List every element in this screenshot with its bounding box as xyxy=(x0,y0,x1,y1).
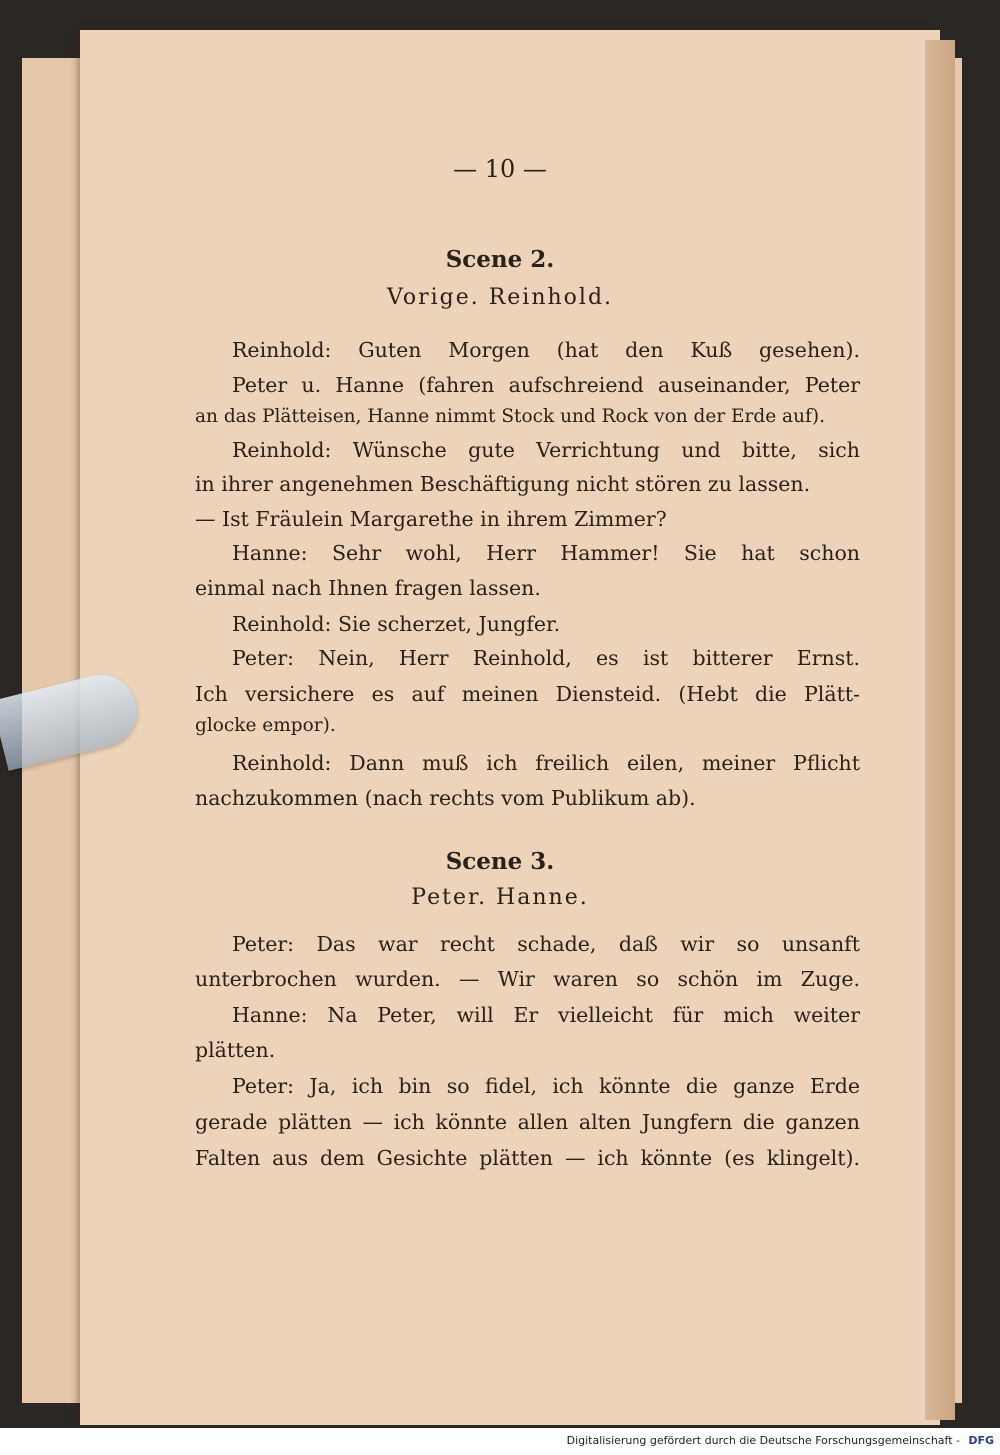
text-line: Reinhold: Guten Morgen (hat den Kuß gesehen). xyxy=(232,338,860,362)
text-line: Falten aus dem Gesichte plätten — ich könnte (es klingelt). xyxy=(195,1146,860,1170)
text-line: — Ist Fräulein Margarethe in ihrem Zimmer? xyxy=(195,507,667,531)
text-line: Ich versichere es auf meinen Diensteid. (Hebt die Plätt- xyxy=(195,682,860,706)
text-line: Hanne: Sehr wohl, Herr Hammer! Sie hat schon xyxy=(232,541,860,565)
scene-3-heading: Scene 3. xyxy=(445,848,555,875)
text-line: Peter u. Hanne (fahren aufschreiend auseinander, Peter xyxy=(232,373,860,397)
text-line: Peter: Nein, Herr Reinhold, es ist bitterer Ernst. xyxy=(232,646,860,670)
text-line: Reinhold: Sie scherzet, Jungfer. xyxy=(232,612,561,636)
text-line: plätten. xyxy=(195,1038,276,1062)
text-line: Peter: Ja, ich bin so fidel, ich könnte die ganze Erde xyxy=(232,1074,860,1098)
text-line: einmal nach Ihnen fragen lassen. xyxy=(195,576,541,600)
dfg-logo: DFG xyxy=(968,1434,994,1447)
text-line: glocke empor). xyxy=(195,715,336,736)
text-line: Peter: Das war recht schade, daß wir so unsanft xyxy=(232,932,860,956)
scene-3-cast: Peter. Hanne. xyxy=(411,885,589,910)
text-line: nachzukommen (nach rechts vom Publikum ab). xyxy=(195,786,696,810)
scene-2-cast: Vorige. Reinhold. xyxy=(386,285,614,310)
footer-credit: Digitalisierung gefördert durch die Deutsche Forschungsgemeinschaft - xyxy=(566,1434,960,1447)
text-line: Hanne: Na Peter, will Er vielleicht für mich weiter xyxy=(232,1003,860,1027)
text-line: Reinhold: Dann muß ich freilich eilen, meiner Pflicht xyxy=(232,751,860,775)
text-line: Reinhold: Wünsche gute Verrichtung und bitte, sich xyxy=(232,438,860,462)
text-line: gerade plätten — ich könnte allen alten Jungfern die ganzen xyxy=(195,1110,860,1134)
scene-2-heading: Scene 2. xyxy=(445,246,555,273)
text-line: in ihrer angenehmen Beschäftigung nicht stören zu lassen. xyxy=(195,472,811,496)
page-number: — 10 — xyxy=(453,155,547,183)
text-line: unterbrochen wurden. — Wir waren so schön im Zuge. xyxy=(195,967,860,991)
text-line: an das Plätteisen, Hanne nimmt Stock und Rock von der Erde auf). xyxy=(195,406,825,427)
